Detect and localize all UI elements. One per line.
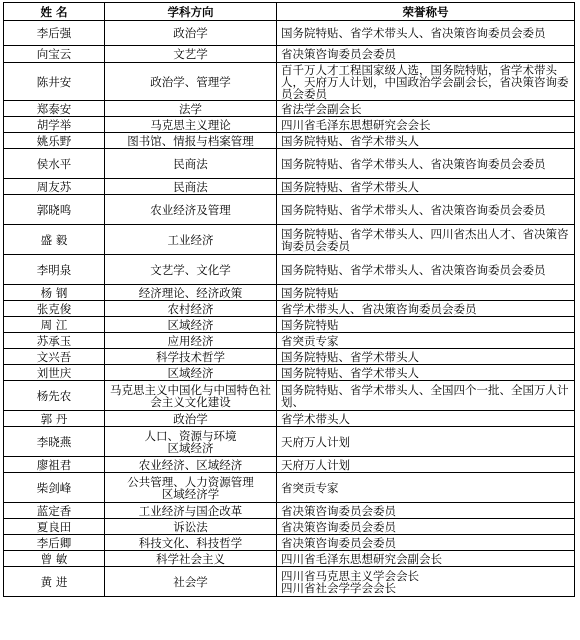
table-row	[4, 333, 575, 349]
cell-honor: 国务院特贴、省学术带头人	[277, 349, 575, 365]
cell-field: 公共管理、人力资源管理 区域经济学	[105, 473, 277, 503]
cell-name: 李后强	[4, 21, 105, 46]
cell-field: 工业经济	[105, 225, 277, 255]
cell-name: 曾 敏	[4, 551, 105, 567]
cell-honor: 省决策咨询委员会委员	[277, 535, 575, 551]
cell-honor: 省决策咨询委员会委员	[277, 519, 575, 535]
cell-name: 夏良田	[4, 519, 105, 535]
cell-name: 李明泉	[4, 255, 105, 285]
cell-name: 蓝定香	[4, 503, 105, 519]
table-row	[4, 457, 575, 473]
cell-honor: 国务院特贴	[277, 317, 575, 333]
cell-field: 政治学	[105, 411, 277, 427]
table-row	[4, 535, 575, 551]
cell-field: 科技文化、科技哲学	[105, 535, 277, 551]
cell-name: 周友苏	[4, 179, 105, 195]
cell-name: 郭 丹	[4, 411, 105, 427]
cell-field: 社会学	[105, 567, 277, 597]
cell-name: 柴剑峰	[4, 473, 105, 503]
table-body	[4, 21, 575, 597]
cell-name: 陈井安	[4, 63, 105, 101]
cell-field: 区域经济	[105, 365, 277, 381]
table-row	[4, 117, 575, 133]
table-row	[4, 195, 575, 225]
cell-name: 刘世庆	[4, 365, 105, 381]
cell-name: 侯水平	[4, 149, 105, 179]
cell-field: 应用经济	[105, 333, 277, 349]
table-row	[4, 179, 575, 195]
cell-honor: 省学术带头人、省决策咨询委员会委员	[277, 301, 575, 317]
cell-field: 政治学、管理学	[105, 63, 277, 101]
cell-honor: 天府万人计划	[277, 457, 575, 473]
cell-name: 郑泰安	[4, 101, 105, 117]
table-row	[4, 101, 575, 117]
cell-honor: 省学术带头人	[277, 411, 575, 427]
table-row	[4, 411, 575, 427]
honors-table	[3, 2, 575, 597]
table-row	[4, 381, 575, 411]
table-row	[4, 225, 575, 255]
table-row	[4, 285, 575, 301]
cell-honor: 国务院特贴、省学术带头人、四川省杰出人才、省决策咨询委员会委员	[277, 225, 575, 255]
cell-field: 区域经济	[105, 317, 277, 333]
cell-field: 农业经济及管理	[105, 195, 277, 225]
table-row	[4, 519, 575, 535]
cell-honor: 国务院特贴、省学术带头人、全国四个一批、全国万人计划、	[277, 381, 575, 411]
table-row	[4, 551, 575, 567]
cell-honor: 国务院特贴	[277, 285, 575, 301]
cell-honor: 四川省马克思主义学会会长 四川省社会学学会会长	[277, 567, 575, 597]
cell-honor: 国务院特贴、省学术带头人	[277, 133, 575, 149]
cell-field: 文艺学、文化学	[105, 255, 277, 285]
header-field: 学科方向	[105, 3, 277, 21]
cell-name: 廖祖君	[4, 457, 105, 473]
table-row	[4, 46, 575, 63]
cell-name: 周 江	[4, 317, 105, 333]
cell-name: 姚乐野	[4, 133, 105, 149]
cell-field: 科学社会主义	[105, 551, 277, 567]
cell-name: 向宝云	[4, 46, 105, 63]
table-row	[4, 365, 575, 381]
table-row	[4, 503, 575, 519]
table-row	[4, 567, 575, 597]
cell-field: 民商法	[105, 149, 277, 179]
cell-honor: 省决策咨询委员会委员	[277, 503, 575, 519]
cell-honor: 国务院特贴、省学术带头人、省决策咨询委员会委员	[277, 149, 575, 179]
cell-honor: 百千万人才工程国家级人选，国务院特贴，省学术带头人，天府万人计划，中国政治学会副会长，省决策咨询委员会委员	[277, 63, 575, 101]
cell-field: 法学	[105, 101, 277, 117]
cell-field: 经济理论、经济政策	[105, 285, 277, 301]
cell-honor: 国务院特贴、省学术带头人、省决策咨询委员会委员	[277, 21, 575, 46]
cell-field: 人口、资源与环境 区域经济	[105, 427, 277, 457]
cell-name: 胡学举	[4, 117, 105, 133]
cell-honor: 天府万人计划	[277, 427, 575, 457]
table-row	[4, 21, 575, 46]
header-name: 姓 名	[4, 3, 105, 21]
cell-name: 黄 进	[4, 567, 105, 597]
cell-field: 工业经济与国企改革	[105, 503, 277, 519]
cell-honor: 省决策咨询委员会委员	[277, 46, 575, 63]
header-honor: 荣誉称号	[277, 3, 575, 21]
table-row	[4, 427, 575, 457]
table-header-row	[4, 3, 575, 21]
table-row	[4, 317, 575, 333]
cell-name: 盛 毅	[4, 225, 105, 255]
table-row	[4, 149, 575, 179]
table-row	[4, 255, 575, 285]
cell-honor: 国务院特贴、省学术带头人、省决策咨询委员会委员	[277, 195, 575, 225]
cell-honor: 国务院特贴、省学术带头人、省决策咨询委员会委员	[277, 255, 575, 285]
cell-name: 李后卿	[4, 535, 105, 551]
cell-name: 李晓燕	[4, 427, 105, 457]
table-row	[4, 133, 575, 149]
cell-honor: 国务院特贴、省学术带头人	[277, 365, 575, 381]
cell-field: 政治学	[105, 21, 277, 46]
cell-field: 图书馆、情报与档案管理	[105, 133, 277, 149]
cell-name: 苏承玉	[4, 333, 105, 349]
cell-honor: 四川省毛泽东思想研究会副会长	[277, 551, 575, 567]
cell-field: 马克思主义理论	[105, 117, 277, 133]
table-row	[4, 63, 575, 101]
cell-field: 科学技术哲学	[105, 349, 277, 365]
cell-field: 农业经济、区域经济	[105, 457, 277, 473]
cell-honor: 省突贡专家	[277, 333, 575, 349]
cell-honor: 省突贡专家	[277, 473, 575, 503]
table-row	[4, 473, 575, 503]
cell-field: 马克思主义中国化与中国特色社会主义文化建设	[105, 381, 277, 411]
cell-name: 杨先农	[4, 381, 105, 411]
cell-name: 郭晓鸣	[4, 195, 105, 225]
cell-name: 杨 钢	[4, 285, 105, 301]
cell-field: 诉讼法	[105, 519, 277, 535]
cell-name: 张克俊	[4, 301, 105, 317]
table-row	[4, 301, 575, 317]
cell-field: 民商法	[105, 179, 277, 195]
cell-honor: 国务院特贴、省学术带头人	[277, 179, 575, 195]
table-row	[4, 349, 575, 365]
cell-field: 农村经济	[105, 301, 277, 317]
cell-honor: 四川省毛泽东思想研究会会长	[277, 117, 575, 133]
cell-name: 文兴吾	[4, 349, 105, 365]
cell-field: 文艺学	[105, 46, 277, 63]
cell-honor: 省法学会副会长	[277, 101, 575, 117]
